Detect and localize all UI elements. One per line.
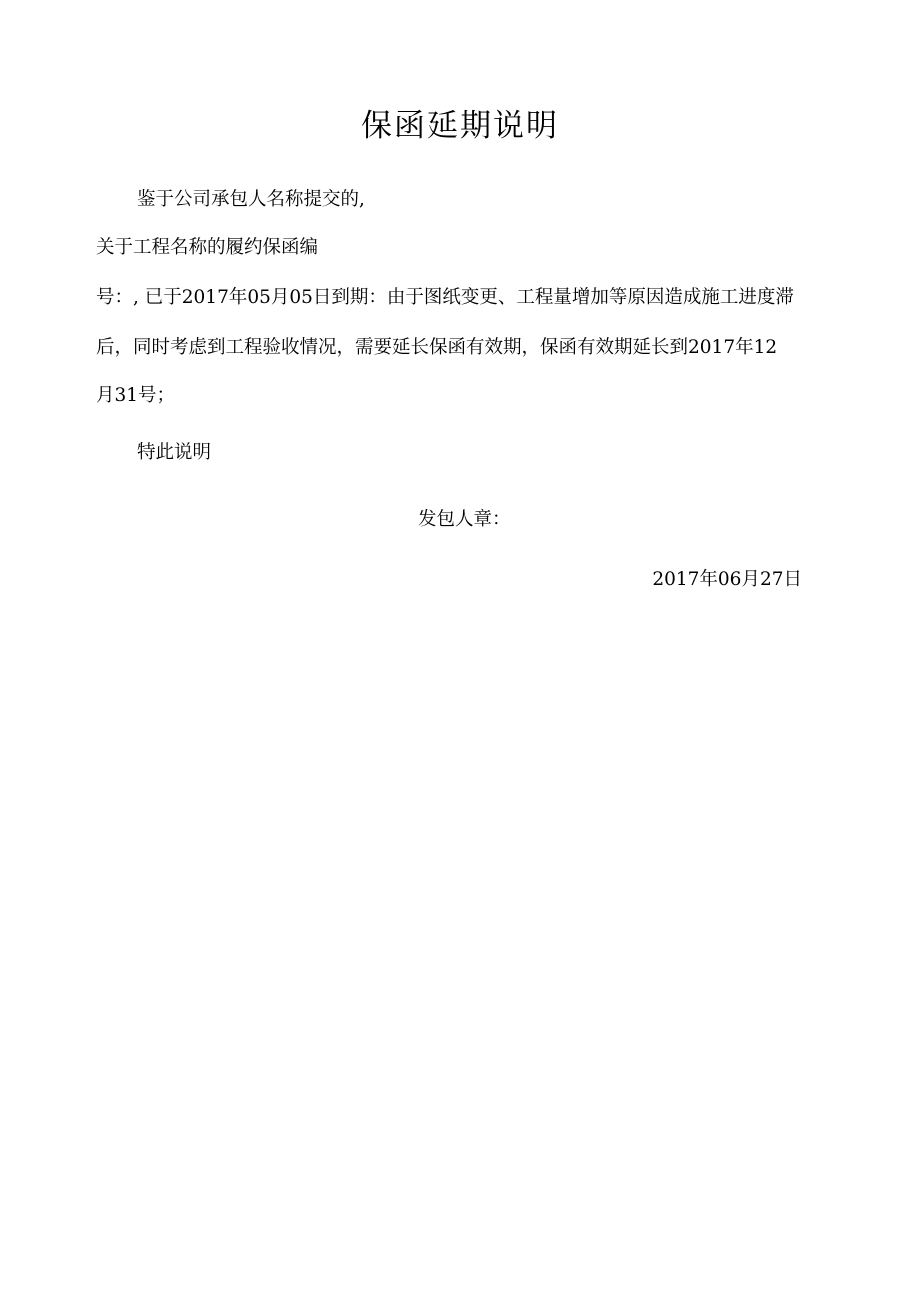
paragraph-line-1: 鉴于公司承包人名称提交的, <box>137 189 365 210</box>
paragraph-line-5: 月31号； <box>96 385 176 406</box>
paragraph-line-3: 号：, 已于2017年05月05日到期：由于图纸变更、工程量增加等原因造成施工进度滞 <box>96 287 794 308</box>
signature-label: 发包人章： <box>418 509 511 530</box>
paragraph-line-4: 后，同时考虑到工程验收情况，需要延长保函有效期，保函有效期延长到2017年12 <box>96 337 778 358</box>
paragraph-line-2: 关于工程名称的履约保函编 <box>96 237 319 258</box>
document-date: 2017年06月27日 <box>652 569 802 590</box>
document-title: 保函延期说明 <box>361 108 559 144</box>
closing-remark: 特此说明 <box>137 442 212 463</box>
